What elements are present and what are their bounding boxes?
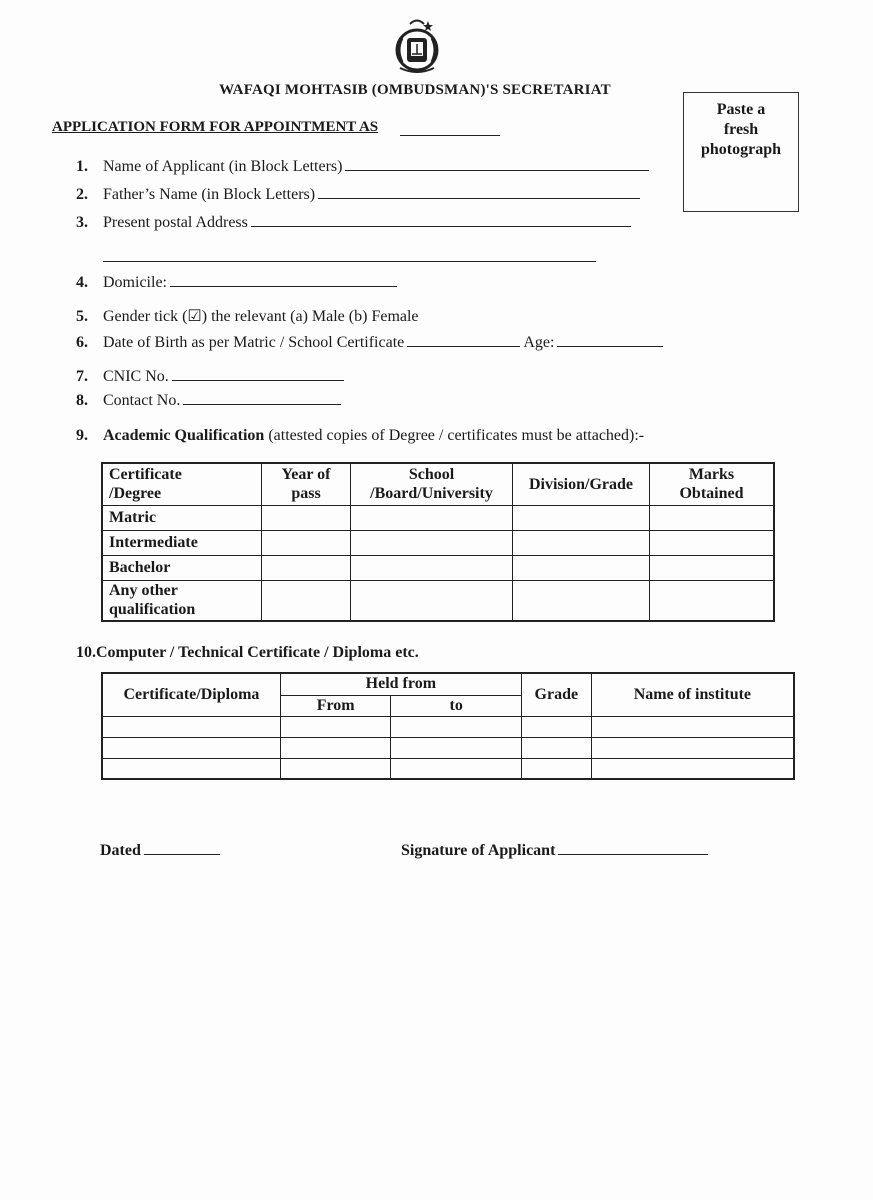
postal-address-blank[interactable] bbox=[251, 214, 631, 227]
table-cell[interactable] bbox=[650, 530, 775, 555]
field-date-of-birth bbox=[76, 334, 663, 352]
field-fathers-name bbox=[76, 186, 640, 204]
table-cell[interactable] bbox=[591, 716, 794, 737]
table-cell[interactable] bbox=[262, 580, 351, 621]
signature-label: Signature of Applicant bbox=[401, 842, 556, 859]
applicant-name-blank[interactable] bbox=[345, 158, 649, 171]
header-name-of-institute: Name of institute bbox=[591, 673, 794, 716]
table-cell[interactable] bbox=[513, 580, 650, 621]
table-row bbox=[102, 758, 794, 779]
header-certificate-line-1: Certificate bbox=[109, 466, 182, 484]
cnic-blank[interactable] bbox=[172, 368, 344, 381]
academic-qualification-table bbox=[101, 462, 775, 622]
table-cell[interactable] bbox=[521, 716, 591, 737]
photo-box bbox=[683, 92, 799, 212]
table-cell[interactable] bbox=[650, 505, 775, 530]
table-cell[interactable] bbox=[650, 580, 775, 621]
table-cell[interactable] bbox=[513, 505, 650, 530]
field-label: Name of Applicant (in Block Letters) bbox=[103, 158, 343, 175]
table-cell[interactable] bbox=[591, 737, 794, 758]
row-label-other-line-2: qualification bbox=[109, 601, 196, 619]
row-label-intermediate: Intermediate bbox=[102, 530, 262, 555]
domicile-blank[interactable] bbox=[170, 274, 397, 287]
date-of-birth-blank[interactable] bbox=[407, 334, 520, 347]
field-number: 4. bbox=[76, 274, 88, 291]
table-row bbox=[102, 580, 774, 621]
field-number: 2. bbox=[76, 186, 88, 203]
field-label: Contact No. bbox=[103, 392, 181, 409]
contact-blank[interactable] bbox=[183, 392, 341, 405]
field-label: Gender tick (☑) the relevant (a) Male (b) Female bbox=[103, 308, 419, 325]
field-label: Domicile: bbox=[103, 274, 167, 291]
row-label-other-line-1: Any other bbox=[109, 582, 178, 600]
table-cell[interactable] bbox=[513, 555, 650, 580]
field-number: 5. bbox=[76, 308, 88, 325]
header-school-line-1: School bbox=[408, 466, 455, 484]
table-cell[interactable] bbox=[262, 505, 351, 530]
dated-blank[interactable] bbox=[144, 842, 220, 855]
dated-label: Dated bbox=[100, 842, 141, 859]
header-year-line-2: pass bbox=[291, 485, 321, 503]
header-certificate-line-2: /Degree bbox=[109, 485, 162, 503]
header-certificate-diploma: Certificate/Diploma bbox=[102, 673, 280, 716]
header-marks-line-2: Obtained bbox=[679, 485, 744, 503]
field-label: Date of Birth as per Matric / School Certificate bbox=[103, 334, 405, 351]
header-year-line-1: Year of bbox=[281, 466, 331, 484]
header-school-line-2: /Board/University bbox=[370, 485, 493, 503]
header-division-grade: Division/Grade bbox=[513, 463, 650, 505]
table-cell[interactable] bbox=[351, 555, 513, 580]
academic-title: Academic Qualification bbox=[103, 427, 265, 444]
signature-blank[interactable] bbox=[558, 842, 708, 855]
table-cell[interactable] bbox=[650, 555, 775, 580]
header-marks-line-1: Marks bbox=[688, 466, 735, 484]
field-postal-address bbox=[76, 214, 631, 232]
emblem-logo bbox=[388, 18, 446, 76]
table-cell[interactable] bbox=[280, 716, 391, 737]
photo-box-line-2: fresh bbox=[723, 121, 759, 138]
photo-box-line-1: Paste a bbox=[716, 101, 766, 118]
row-label-matric: Matric bbox=[102, 505, 262, 530]
postal-address-blank-2[interactable] bbox=[103, 261, 596, 262]
table-cell[interactable] bbox=[591, 758, 794, 779]
table-row bbox=[102, 530, 774, 555]
signature-field bbox=[401, 842, 708, 860]
computer-certificate-table bbox=[101, 672, 795, 780]
header-from: From bbox=[280, 695, 391, 716]
table-cell[interactable] bbox=[262, 530, 351, 555]
table-cell[interactable] bbox=[280, 758, 391, 779]
field-contact bbox=[76, 392, 341, 410]
field-number: 9. bbox=[76, 427, 88, 444]
table-header-row bbox=[102, 463, 774, 505]
field-label: CNIC No. bbox=[103, 368, 169, 385]
field-number: 8. bbox=[76, 392, 88, 409]
header-to: to bbox=[391, 695, 521, 716]
field-number: 6. bbox=[76, 334, 88, 351]
header-grade: Grade bbox=[521, 673, 591, 716]
header-school bbox=[351, 463, 513, 505]
table-row bbox=[102, 555, 774, 580]
dated-field bbox=[100, 842, 220, 860]
field-gender bbox=[76, 306, 419, 326]
table-cell[interactable] bbox=[102, 716, 280, 737]
form-title: APPLICATION FORM FOR APPOINTMENT AS bbox=[52, 119, 379, 135]
field-number: 7. bbox=[76, 368, 88, 385]
table-cell[interactable] bbox=[521, 737, 591, 758]
table-cell[interactable] bbox=[280, 737, 391, 758]
header-certificate bbox=[102, 463, 262, 505]
computer-certificate-heading: 10.Computer / Technical Certificate / Diploma etc. bbox=[76, 644, 419, 661]
table-cell[interactable] bbox=[391, 737, 521, 758]
header-held-from: Held from bbox=[280, 673, 521, 695]
row-label-bachelor: Bachelor bbox=[102, 555, 262, 580]
field-number: 3. bbox=[76, 214, 88, 231]
table-cell[interactable] bbox=[351, 580, 513, 621]
table-cell[interactable] bbox=[513, 530, 650, 555]
table-header-row bbox=[102, 673, 794, 695]
header-marks-obtained bbox=[650, 463, 775, 505]
fathers-name-blank[interactable] bbox=[318, 186, 640, 199]
header-year-of-pass bbox=[262, 463, 351, 505]
age-label: Age: bbox=[523, 334, 555, 351]
table-row bbox=[102, 505, 774, 530]
academic-note: (attested copies of Degree / certificates must be attached):- bbox=[268, 427, 645, 444]
row-label-other bbox=[102, 580, 262, 621]
table-cell[interactable] bbox=[391, 758, 521, 779]
organization-title: WAFAQI MOHTASIB (OMBUDSMAN)'S SECRETARIAT bbox=[219, 82, 611, 98]
academic-qualification-heading bbox=[76, 427, 644, 445]
field-label: Present postal Address bbox=[103, 214, 248, 231]
appointment-post-blank[interactable] bbox=[400, 135, 500, 136]
table-cell[interactable] bbox=[521, 758, 591, 779]
table-cell[interactable] bbox=[102, 737, 280, 758]
field-label: Father’s Name (in Block Letters) bbox=[103, 186, 316, 203]
table-cell[interactable] bbox=[351, 530, 513, 555]
table-cell[interactable] bbox=[262, 555, 351, 580]
field-name-of-applicant bbox=[76, 158, 649, 176]
age-blank[interactable] bbox=[557, 334, 663, 347]
photo-box-line-3: photograph bbox=[700, 141, 782, 158]
table-cell[interactable] bbox=[102, 758, 280, 779]
table-row bbox=[102, 716, 794, 737]
table-cell[interactable] bbox=[391, 716, 521, 737]
field-domicile bbox=[76, 274, 397, 292]
table-cell[interactable] bbox=[351, 505, 513, 530]
table-row bbox=[102, 737, 794, 758]
field-number: 1. bbox=[76, 158, 88, 175]
field-cnic bbox=[76, 368, 344, 386]
